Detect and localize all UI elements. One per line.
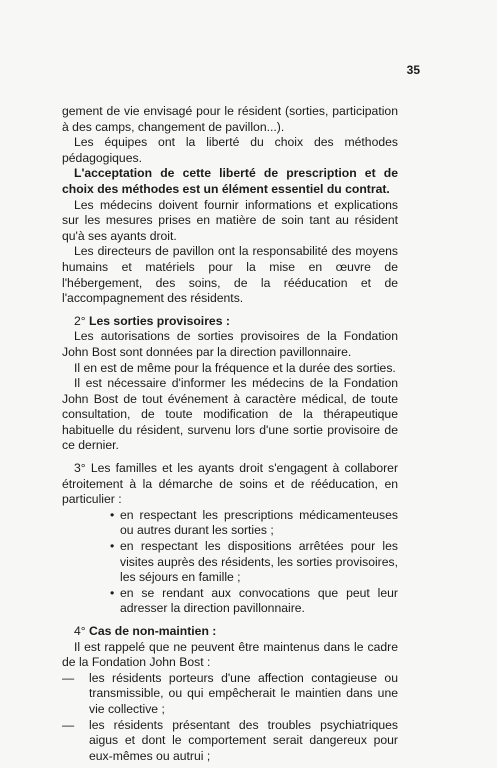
section-4-number: 4° xyxy=(74,624,86,638)
page-number: 35 xyxy=(406,63,420,77)
dash-marker: — xyxy=(62,670,75,685)
paragraph-directors: Les directeurs de pavillon ont la responsabilité des moyens humains et matériels pour la mise en œuvre de l'hébergement, des soins, de la rééducation et de l'accompagnement des résidents. xyxy=(62,244,398,306)
paragraph-continuation: gement de vie envisagé pour le résident (sorties, participation à des camps, changement de pavillon...). xyxy=(62,104,398,134)
list-item xyxy=(62,508,398,539)
bullet-marker: • xyxy=(110,507,115,522)
section-2-paragraph-frequency: Il en est de même pour la fréquence et la durée des sorties. xyxy=(74,360,396,375)
list-item xyxy=(62,539,398,586)
section-2-title: Les sorties provisoires : xyxy=(89,313,230,328)
section-3-bullet-list xyxy=(62,508,398,617)
section-4-intro: Il est rappelé que ne peuvent être maintenus dans le cadre de la Fondation John Bost : xyxy=(62,639,398,670)
section-3-intro: 3° Les familles et les ayants droit s'engagent à collaborer étroitement à la démarche de soins et de rééducation, en particulier : xyxy=(62,461,398,507)
section-4-title: Cas de non-maintien : xyxy=(89,624,217,638)
paragraph-doctors: Les médecins doivent fournir informations et explications sur les mesures prises en matière de soin tant au résident qu'à ses ayants droit. xyxy=(62,197,398,243)
list-item-text: en respectant les dispositions arrêtées pour les visites auprès des résidents, les sorties provisoires, les séjours en famille ; xyxy=(120,539,398,585)
section-2-heading xyxy=(62,314,398,330)
section-2-paragraph-inform-doctors: Il est nécessaire d'informer les médecins de la Fondation John Bost de tout événement à caractère médical, de toute consultation, de toute modification de la thérapeutique habituelle du résident, survenu lors d'une sortie provisoire de ce dernier. xyxy=(62,376,398,453)
dash-marker: — xyxy=(62,717,75,732)
section-2-number: 2° xyxy=(74,313,86,328)
document-body xyxy=(62,104,398,764)
section-4-dash-list xyxy=(62,671,398,765)
list-item-text: les résidents porteurs d'une affection contagieuse ou transmissible, ou qui empêcherait le maintien dans une vie collective ; xyxy=(89,670,398,716)
section-4-heading xyxy=(62,624,398,640)
paragraph-contract-essential: L'acceptation de cette liberté de prescription et de choix des méthodes est un élément essentiel du contrat. xyxy=(62,166,398,196)
list-item xyxy=(62,718,398,765)
list-item-text: les résidents présentant des troubles psychiatriques aigus et dont le comportement serait dangereux pour eux-mêmes ou autrui ; xyxy=(89,717,398,763)
bullet-marker: • xyxy=(110,539,115,554)
paragraph-teams: Les équipes ont la liberté du choix des méthodes pédagogiques. xyxy=(62,135,398,165)
list-item xyxy=(62,671,398,718)
section-2-paragraph-authorizations: Les autorisations de sorties provisoires de la Fondation John Bost sont données par la direction pavillonnaire. xyxy=(62,329,398,359)
list-item xyxy=(62,586,398,617)
bullet-marker: • xyxy=(110,585,115,600)
list-item-text: en respectant les prescriptions médicamenteuses ou autres durant les sorties ; xyxy=(120,507,398,538)
list-item-text: en se rendant aux convocations que peut leur adresser la direction pavillonnaire. xyxy=(120,585,398,616)
